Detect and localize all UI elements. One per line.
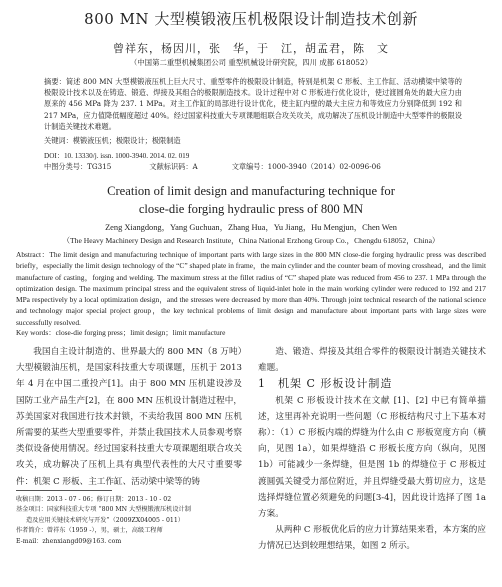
footnote-author-bio: 作者简介：曾祥东（1959 -），男，硕士，高级工程师 [16,527,163,535]
section-1-paragraph-1: 机架 C 形板设计技术在文献 [1]、[2] 中已有简单描述，这里再补充说明一些问题（C 形板结构尺寸上下基本对称）：（1）C 形板内端的焊缝为什么由 C 形板宽度方向（横向，见图 1a），如果焊缝沿 C 形板长度方向（纵向，见图 1b）可能减少一条焊缝，但是图 1b 的焊缝位于 C 形板过渡圆弧关键受力部位附近，并且焊缝受最大剪切应力，这是选择焊缝位置必须避免的问题[3-4]，因此设计选择了图 1a 方案。 [258,395,486,520]
clc-code: 中图分类号：TG315 [44,162,112,171]
affiliation-cn: （中国第二重型机械集团公司 重型机械设计研究院，四川 成都 618052） [129,58,373,67]
keywords-cn: 关键词：模锻液压机；极限设计；极限制造 [44,136,181,145]
body-right-column [258,344,486,555]
abstract-cn: 摘要：简述 800 MN 大型模锻液压机上巨大尺寸、重型零件的极限设计制造，特别是机架 C 形板、主工作缸、活动横梁中梁等的极限设计技术以及在铸造、锻造、焊接及其组合的极限制造技术。设计过程中对 C 形板进行优化设计，使过渡圆角处的最大应力由原来的 456 MPa 降为 237. 1 MPa。对主工作缸的局部进行设计优化，使主缸内壁的最大主应力和等效应力分别降低到 192 和 217 MPa，应力值降低幅度超过 40%。经过国家科技重大专项课题组联合攻关攻关，成功解决了压机设计制造中大型零件的极限设计制造关键技术难题。 [44,77,462,131]
footnote-email: E-mail：zhenxiangd09@163. com [16,537,122,545]
title-en-line-1: Creation of limit design and manufacturing technique for [107,184,395,198]
footnotes [16,495,242,547]
classification-row [44,162,462,172]
body-left-column: 我国自主设计制造的、世界最大的 800 MN（8 万吨）大型模锻油压机，是国家科技重大专项课题，压机于 2013 年 4 月在中国二重投产[1]。由于 800 MN 压机建设涉及国防工业产品生产[2]，在 800 MN 压机设计制造过程中，苏美国家对我国进行技术封锁，不卖给我国 800 MN 压机所需要的某些大型重要零件，并禁止我国技术人员参观考察类似设备使用情况。经过国家科技重大专项课题组联合攻关攻关，成功解决了压机上具有典型代表性的大尺寸重要零件：机架 C 形板、主工作缸、活动梁中梁等的铸 [16,347,242,487]
paper-title-cn: 800 MN 大型模锻液压机极限设计制造技术创新 [84,10,418,28]
article-id: 文章编号：1000-3940（2014）02-0096-06 [231,162,381,171]
affiliation-en: （The Heavy Machinery Design and Research Institute，China National Erzhong Group Co.，Chengdu 618052，China） [62,236,440,245]
authors-en: Zeng Xiangdong，Yang Guchuan，Zhang Hua，Yu Jiang，Hu Mengjun，Chen Wen [105,223,397,232]
paper-title-en [0,182,502,218]
abstract-en: Abstract：The limit design and manufacturing technique of important parts with large sizes in the 800 MN close-die forging hydraulic press was described briefly，especially the limit design technology of the “C” shaped plate in frame，the main cylinder and the counter beam of moving crosshead，and the limit manufacture of casting，forging and welding. The maximum stress at the fillet radius of “C” shaped plate was reduced from 456 to 237. 1 MPa through the optimization design. The maximum principal stress and the equivalent stress of liquid-inlet hole in the main working cylinder were reduced to 192 and 217 MPa respectively by a local optimization design，and the stresses were decreased by more than 40%. Through joint technical research of the national science and technology major special project group，the key technical problems of limit design and manufacture about important parts with large sizes were successfully resolved. [16,250,486,327]
section-1-heading: 1 机架 C 形板设计制造 [258,377,393,391]
footnote-fund-1: 基金项目：国家科技重大专项 “800 MN 大型模锻液压机设计制 [16,506,191,514]
document-code: 文献标识码：A [149,162,198,171]
footnote-divider [16,490,112,491]
doi-line: DOI：10. 13330/j. issn. 1000-3940. 2014. 02. 019 [44,152,190,160]
footnote-fund-2: 造及应用关键技术研究与开发”（2009ZX04005 - 011） [26,516,184,524]
authors-cn: 曾祥东，杨因川，张 华，于 江，胡孟君，陈 文 [113,42,389,55]
keywords-en: Key words：close-die forging press；limit design；limit manufacture [16,328,226,337]
intro-continuation: 造、锻造、焊接及其组合零件的极限设计制造关键技术难题。 [258,347,486,374]
title-en-line-2: close-die forging hydraulic press of 800 MN [138,202,364,216]
footnote-received: 收稿日期：2013 - 07 - 06；修订日期：2013 - 10 - 02 [16,496,172,503]
section-1-paragraph-2: 从两种 C 形板优化后的应力计算结果来看，本方案的应力情况已达到较理想结果，如图 2 所示。 [258,525,486,552]
